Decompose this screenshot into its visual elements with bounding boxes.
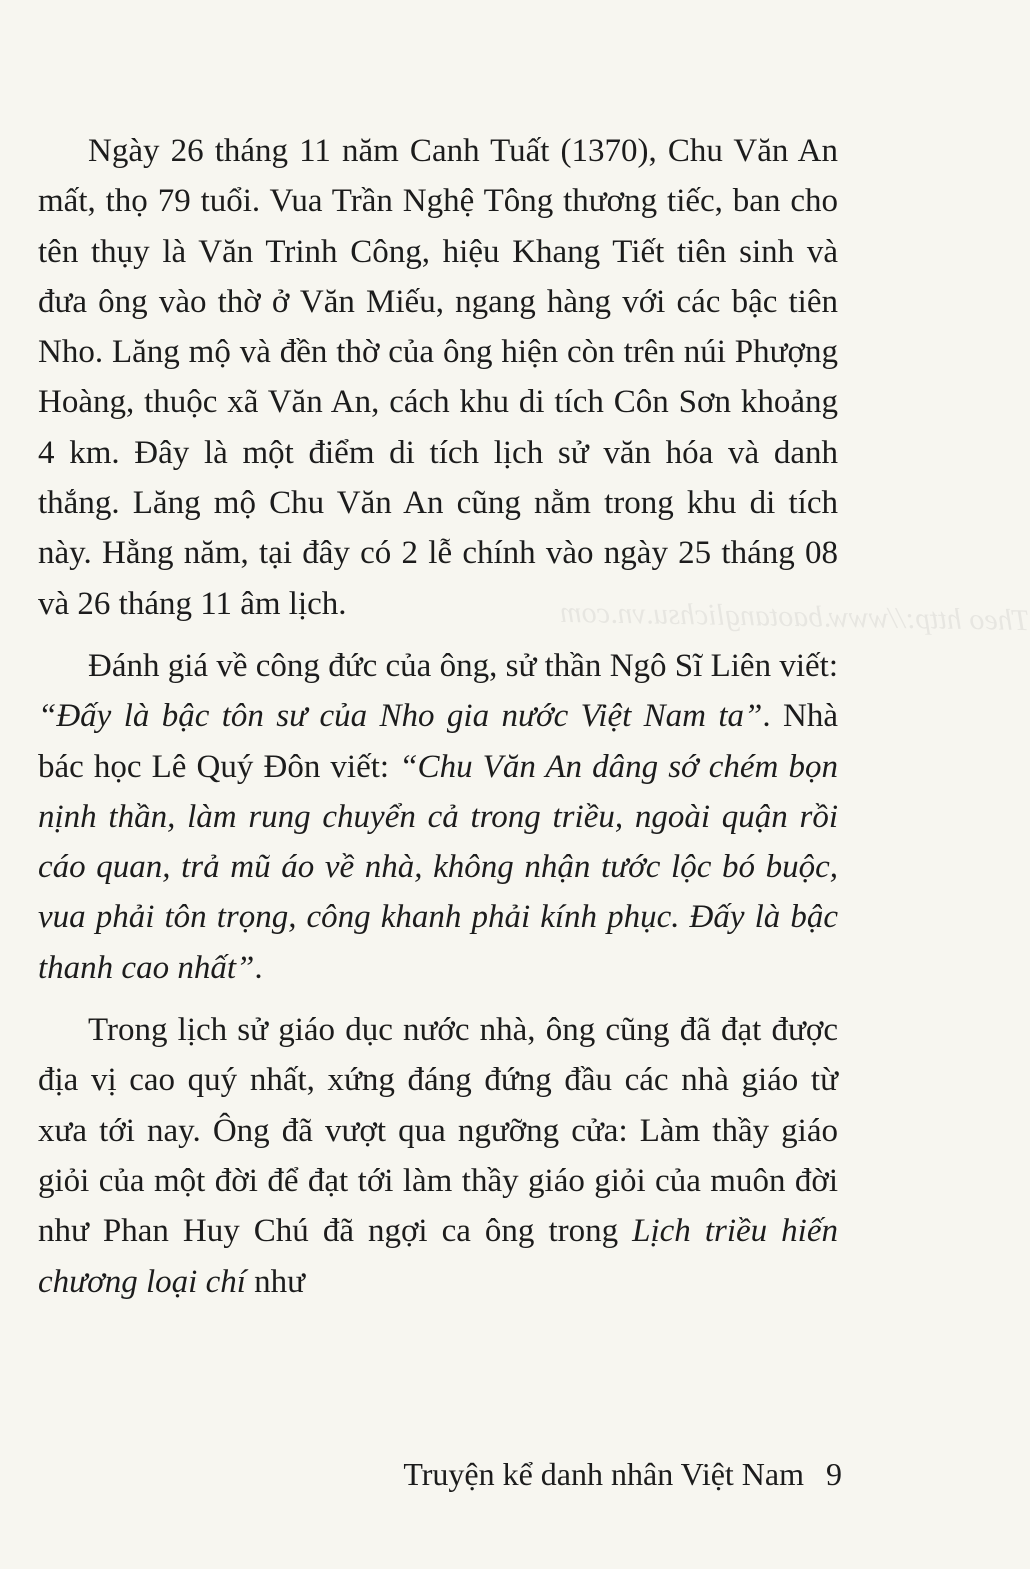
running-title: Truyện kể danh nhân Việt Nam xyxy=(403,1456,804,1492)
page-footer xyxy=(0,1452,842,1496)
page-number: 9 xyxy=(826,1456,842,1492)
paragraph-2 xyxy=(38,641,838,993)
italic-quote: Lịch triều hiến chương loại chí xyxy=(38,1213,838,1300)
text-run: Ngày 26 tháng 11 năm Canh Tuất (1370), Chu Văn An mất, thọ 79 tuổi. Vua Trần Nghệ Tông thương tiếc, ban cho tên thụy là Văn Trinh Công, hiệu Khang Tiết tiên sinh và đưa ông vào thờ ở Văn Miếu, ngang hàng với các bậc tiên Nho. Lăng mộ và đền thờ của ông hiện còn trên núi Phượng Hoàng, thuộc xã Văn An, cách khu di tích Côn Sơn khoảng 4 km. Đây là một điểm di tích lịch sử văn hóa và danh thắng. Lăng mộ Chu Văn An cũng nằm trong khu di tích này. Hằng năm, tại đây có 2 lễ chính vào ngày 25 tháng 08 và 26 tháng 11 âm lịch. xyxy=(38,133,838,622)
italic-quote: “Đấy là bậc tôn sư của Nho gia nước Việt Nam ta” xyxy=(38,698,763,735)
show-through-text: Theo http://www.baotanglichsu.vn.com xyxy=(559,595,1030,638)
italic-quote: “Chu Văn An dâng sớ chém bọn nịnh thần, làm rung chuyển cả trong triều, ngoài quận rồi cáo quan, trả mũ áo về nhà, không nhận tước lộc bó buộc, vua phải tôn trọng, công khanh phải kính phục. Đấy là bậc thanh cao nhất” xyxy=(38,748,838,986)
text-run: . xyxy=(254,949,263,986)
paragraph-3 xyxy=(38,1005,838,1307)
text-run: . Nhà bác học Lê Quý Đôn viết: xyxy=(38,698,839,785)
text-run: như xyxy=(245,1263,306,1300)
text-run: Trong lịch sử giáo dục nước nhà, ông cũng đã đạt được địa vị cao quý nhất, xứng đáng đứng đầu các nhà giáo từ xưa tới nay. Ông đã vượt qua ngưỡng cửa: Làm thầy giáo giỏi của một đời để đạt tới làm thầy giáo giỏi của muôn đời như Phan Huy Chú đã ngợi ca ông trong xyxy=(38,1012,838,1250)
body-text xyxy=(38,126,838,1307)
text-run: Đánh giá về công đức của ông, sử thần Ngô Sĩ Liên viết: xyxy=(88,647,838,684)
paragraph-1 xyxy=(38,126,838,629)
